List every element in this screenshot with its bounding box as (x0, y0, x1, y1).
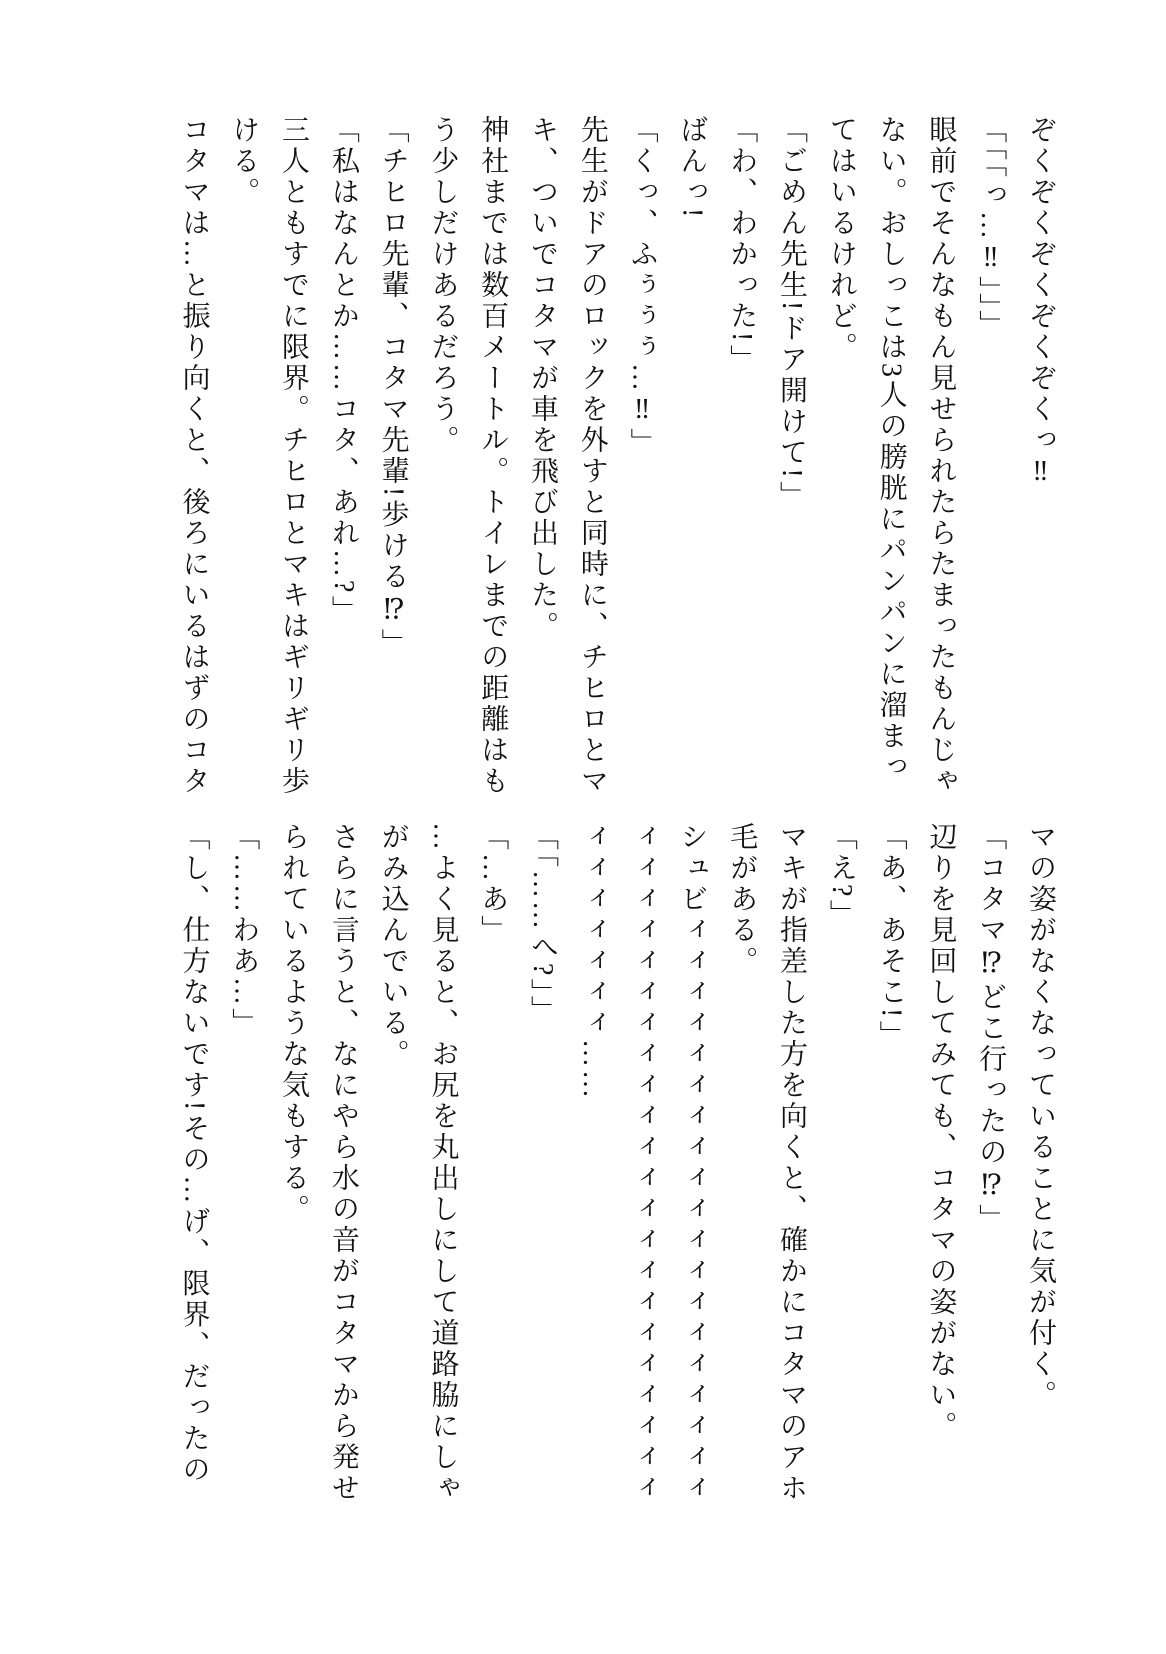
text-line: う少しだけあるだろう。 (427, 115, 459, 456)
text-line: 三人ともすでに限界。チヒロとマキはギリギリ歩 (278, 115, 310, 797)
text-line: コタマは…と振り向くと、後ろにいるはずのコタ (178, 115, 210, 797)
text-block-lower (168, 822, 1065, 1522)
text-line: ぞくぞくぞくぞくぞくっ‼ (1025, 115, 1056, 490)
text-line: られているような気もする。 (278, 822, 310, 1225)
text-line: 「「「っ…‼」」」 (975, 115, 1007, 341)
text-line: 「え?」 (825, 822, 857, 931)
text-line: シュビィィィィィィィィィィィィィィィィィィィ (676, 822, 708, 1504)
text-line: 「し、仕方ないです!その…げ、限界、だったの (178, 822, 210, 1486)
text-line: 神社までは数百メートル。トイレまでの距離はも (477, 115, 509, 797)
text-line: 「私はなんとか……コタ、あれ…?」 (327, 115, 359, 627)
text-line: 「ごめん先生!ドア開けて!」 (776, 115, 808, 512)
text-line: 眼前でそんなもん見せられたらたまったもんじゃ (925, 115, 957, 797)
text-line: ィィィィィィィ…… (576, 822, 608, 1101)
text-line: キ、ついでコタマが車を飛び出した。 (527, 115, 559, 642)
text-line: 「あ、あそこ!」 (875, 822, 907, 1052)
text-line: ない。おしっこは3人の膀胱にパンパンに溜まっ (875, 115, 907, 783)
text-line: てはいるけれど。 (825, 115, 857, 363)
text-line: マキが指差した方を向くと、確かにコタマのアホ (776, 822, 808, 1504)
text-line: 「わ、わかった!」 (726, 115, 758, 376)
text-line: さらに言うと、なにやら水の音がコタマから発せ (327, 822, 359, 1504)
text-line: 「チヒロ先輩、コタマ先輩!歩ける⁉」 (377, 115, 409, 660)
text-block-upper (168, 115, 1065, 815)
text-line: 「……わあ…」 (228, 822, 260, 1039)
text-line: …よく見ると、お尻を丸出しにして道路脇にしゃ (427, 822, 459, 1504)
text-line: ィィィィィィィィィィィィィィィィィィィィィィ (626, 822, 658, 1504)
text-line: 「コタマ⁉どこ行ったの⁉」 (975, 822, 1007, 1235)
text-line: 先生がドアのロックを外すと同時に、チヒロとマ (576, 115, 608, 797)
text-line: ばんっ! (676, 115, 708, 221)
text-line: 「くっ、ふぅぅぅ…‼」 (626, 115, 658, 459)
text-line: 毛がある。 (726, 822, 758, 977)
text-line: 辺りを見回してみても、コタマの姿がない。 (925, 822, 957, 1442)
text-line: 「…あ」 (477, 822, 509, 946)
text-line: ける。 (228, 115, 260, 208)
text-line: がみ込んでいる。 (377, 822, 409, 1070)
text-line: マの姿がなくなっていることに気が付く。 (1025, 822, 1056, 1411)
text-line: 「「……へ?」」 (527, 822, 559, 1027)
